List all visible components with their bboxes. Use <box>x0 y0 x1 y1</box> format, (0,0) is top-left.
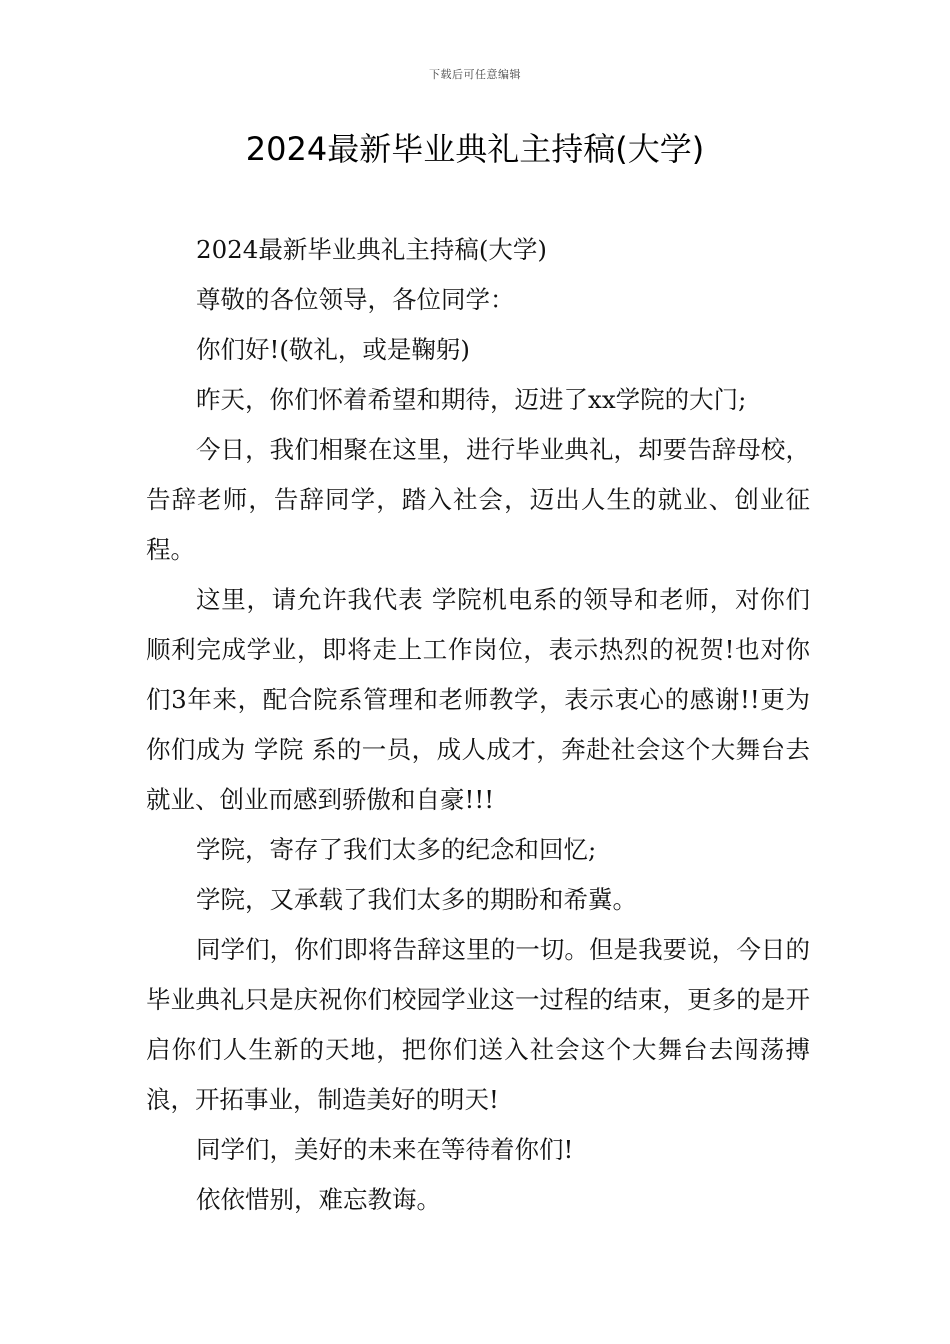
paragraph-subtitle: 2024最新毕业典礼主持稿(大学) <box>196 235 547 264</box>
document-body <box>146 225 810 1225</box>
paragraph-today: 今日，我们相聚在这里，进行毕业典礼，却要告辞母校，告辞老师，告辞同学，踏入社会，迈出人生的就业、创业征程。 <box>146 435 810 564</box>
paragraph-congratulations: 这里，请允许我代表 学院机电系的领导和老师，对你们顺利完成学业，即将走上工作岗位，表示热烈的祝贺!也对你们3年来，配合院系管理和老师教学，表示衷心的感谢!!更为你们成为 学院 系的一员，成人成才，奔赴社会这个大舞台去就业、创业而感到骄傲和自豪!!! <box>146 585 810 814</box>
paragraph-closing: 依依惜别，难忘教诲。 <box>196 1185 441 1214</box>
paragraph-salutation: 尊敬的各位领导，各位同学： <box>196 285 515 314</box>
header-note: 下载后可任意编辑 <box>429 68 521 81</box>
paragraph-future: 同学们，美好的未来在等待着你们! <box>196 1135 574 1164</box>
paragraph-memories: 学院，寄存了我们太多的纪念和回忆; <box>196 835 597 864</box>
document-title: 2024最新毕业典礼主持稿(大学) <box>245 130 705 168</box>
paragraph-hopes: 学院，又承载了我们太多的期盼和希冀。 <box>196 885 637 914</box>
paragraph-greeting: 你们好!(敬礼，或是鞠躬) <box>196 335 470 364</box>
paragraph-farewell: 同学们，你们即将告辞这里的一切。但是我要说，今日的毕业典礼只是庆祝你们校园学业这一过程的结束，更多的是开启你们人生新的天地，把你们送入社会这个大舞台去闯荡搏浪，开拓事业，制造美好的明天! <box>146 935 810 1114</box>
paragraph-yesterday: 昨天，你们怀着希望和期待，迈进了xx学院的大门; <box>196 385 747 414</box>
